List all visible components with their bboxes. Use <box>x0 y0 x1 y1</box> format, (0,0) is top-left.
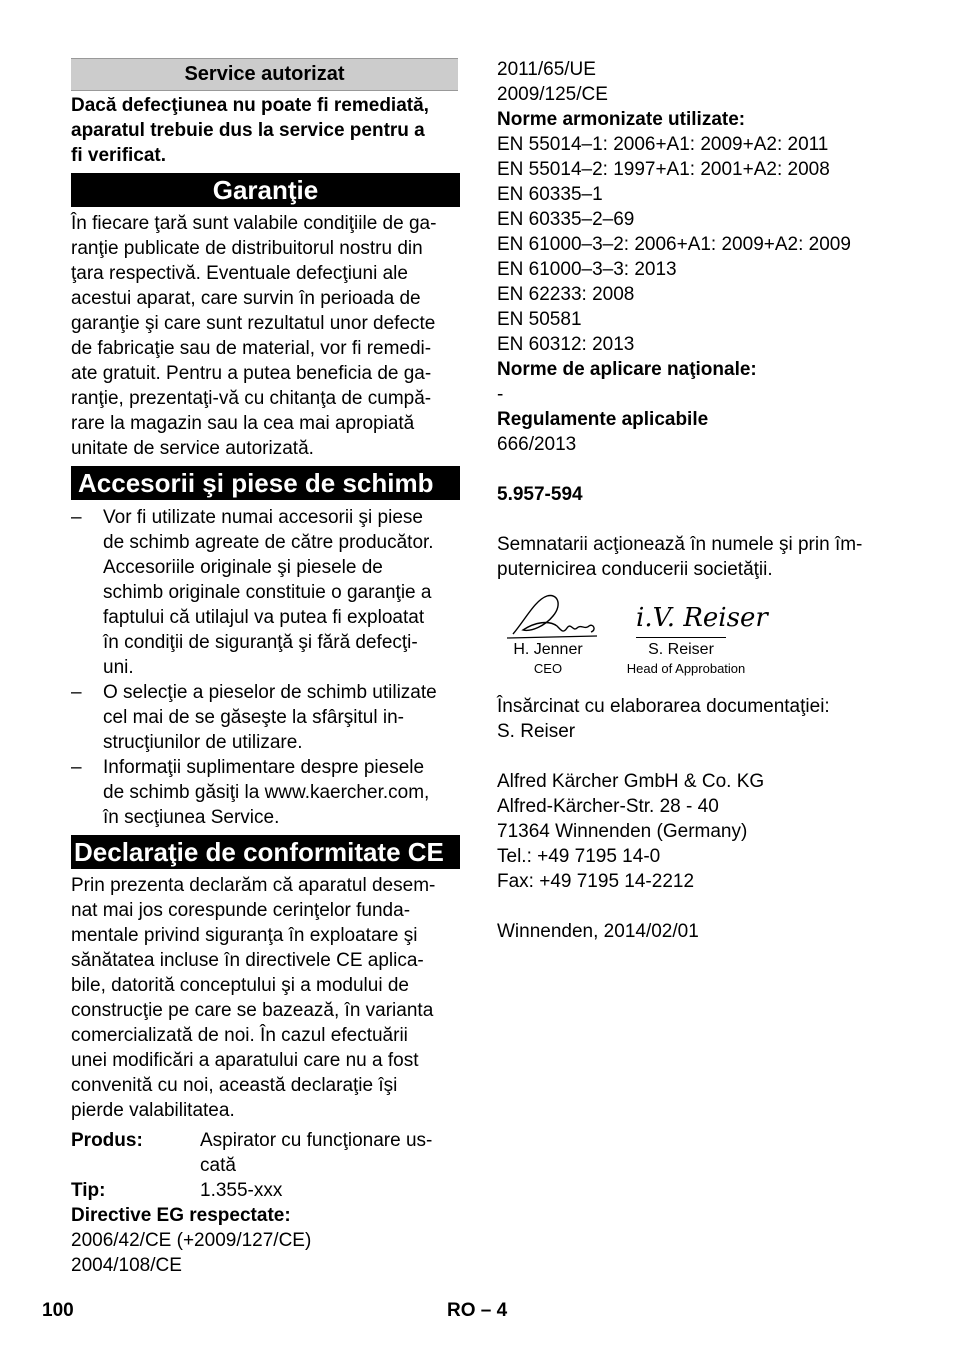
norms-label: Norme armonizate utilizate: <box>497 109 746 130</box>
national-value: - <box>497 384 504 405</box>
norm-item: EN 61000–3–2: 2006+A1: 2009+A2: 2009 <box>497 234 851 255</box>
ce-line: pierde valabilitatea. <box>71 1100 235 1121</box>
ce-line: mentale privind siguranţa în exploatare şi <box>71 925 418 946</box>
type-label: Tip: <box>71 1180 106 1201</box>
signature-jenner <box>505 590 600 642</box>
ce-line: sănătatea incluse în directivele CE aplica- <box>71 950 424 971</box>
bullet-dash: – <box>71 682 82 703</box>
signer1-name: H. Jenner <box>513 641 583 658</box>
service-line-3: fi verificat. <box>71 145 167 166</box>
doc-number: 5.957-594 <box>497 484 583 505</box>
norm-item: EN 55014–1: 2006+A1: 2009+A2: 2011 <box>497 134 829 155</box>
accessory-item-line: strucţiunilor de utilizare. <box>103 732 303 753</box>
product-value-line-2: cată <box>200 1155 236 1176</box>
bullet-dash: – <box>71 507 82 528</box>
accessory-item-line: Informaţii suplimentare despre piesele <box>103 757 425 778</box>
national-label: Norme de aplicare naţionale: <box>497 359 757 380</box>
service-line-1: Dacă defecţiunea nu poate fi remediată, <box>71 95 429 116</box>
product-value-line-1: Aspirator cu funcţionare us- <box>200 1130 433 1151</box>
service-line-2: aparatul trebuie dus la service pentru a <box>71 120 425 141</box>
regulations-label: Regulamente aplicabile <box>497 409 709 430</box>
directive-3: 2011/65/UE <box>497 59 596 80</box>
signature-line-reiser <box>636 637 726 638</box>
warranty-line: ate gratuit. Pentru a putea beneficia de ga- <box>71 363 432 384</box>
directive-4: 2009/125/CE <box>497 84 608 105</box>
norm-item: EN 55014–2: 1997+A1: 2001+A2: 2008 <box>497 159 830 180</box>
ce-line: unei modificări a aparatului care nu a fost <box>71 1050 419 1071</box>
directives-label: Directive EG respectate: <box>71 1205 291 1226</box>
signature-reiser: i.V. Reiser <box>636 603 768 633</box>
warranty-line: În fiecare ţară sunt valabile condiţiile de ga- <box>71 213 437 234</box>
signer2-role: Head of Approbation <box>626 661 746 676</box>
warranty-line: ranţie, prezentaţi-vă cu chitanţa de cumpă- <box>71 388 432 409</box>
accessory-item-line: de schimb găsiţi la www.kaercher.com, <box>103 782 430 803</box>
norm-item: EN 62233: 2008 <box>497 284 635 305</box>
ce-line: comercializată de noi. În cazul efectuării <box>71 1025 408 1046</box>
warranty-line: de fabricaţie sau de material, vor fi remedi- <box>71 338 432 359</box>
accessory-item-line: de schimb agreate de către producător. <box>103 532 434 553</box>
bullet-dash: – <box>71 757 82 778</box>
accessory-item-line: Accesoriile originale şi piesele de <box>103 557 383 578</box>
directive-1: 2006/42/CE (+2009/127/CE) <box>71 1230 312 1251</box>
service-heading: Service autorizat <box>71 58 458 91</box>
norm-item: EN 61000–3–3: 2013 <box>497 259 677 280</box>
place-date: Winnenden, 2014/02/01 <box>497 921 699 942</box>
accessory-item-line: schimb originale constituie o garanţie a <box>103 582 432 603</box>
warranty-line: unitate de service autorizată. <box>71 438 314 459</box>
address-line: Alfred Kärcher GmbH & Co. KG <box>497 771 765 792</box>
warranty-line: acestui aparat, care survin în perioada de <box>71 288 421 309</box>
ce-heading: Declaraţie de conformitate CE <box>71 835 460 869</box>
norm-item: EN 60335–2–69 <box>497 209 635 230</box>
accessory-item-line: uni. <box>103 657 134 678</box>
ce-line: convenită cu noi, această declaraţie îşi <box>71 1075 398 1096</box>
directive-2: 2004/108/CE <box>71 1255 182 1276</box>
accessory-item-line: O selecţie a pieselor de schimb utilizate <box>103 682 437 703</box>
address-line: Fax: +49 7195 14-2212 <box>497 871 695 892</box>
norm-item: EN 60312: 2013 <box>497 334 635 355</box>
ce-line: construcţie pe care se bazează, în varianta <box>71 1000 434 1021</box>
address-line: Alfred-Kärcher-Str. 28 - 40 <box>497 796 719 817</box>
ce-line: nat mai jos corespunde cerinţelor funda- <box>71 900 411 921</box>
warranty-line: ranţie publicate de distribuitorul nostru din <box>71 238 423 259</box>
documentation-label: Însărcinat cu elaborarea documentaţiei: <box>497 696 830 717</box>
regulations-value: 666/2013 <box>497 434 577 455</box>
type-value: 1.355-xxx <box>200 1180 283 1201</box>
ce-line: Prin prezenta declarăm că aparatul desem- <box>71 875 436 896</box>
page-number: 100 <box>42 1300 74 1321</box>
accessory-item-line: în secţiunea Service. <box>103 807 280 828</box>
address-line: Tel.: +49 7195 14-0 <box>497 846 661 867</box>
accessories-heading: Accesorii şi piese de schimb <box>71 466 460 500</box>
accessory-item-line: în condiţii de siguranţă şi fără defecţi- <box>103 632 418 653</box>
warranty-line: rare la magazin sau la cea mai apropiată <box>71 413 415 434</box>
accessory-item-line: faptului că utilajul va putea fi exploatat <box>103 607 425 628</box>
signatories-line-1: Semnatarii acţionează în numele şi prin îm- <box>497 534 863 555</box>
signatories-line-2: puternicirea conducerii societăţii. <box>497 559 773 580</box>
norm-item: EN 60335–1 <box>497 184 603 205</box>
section-label: RO – 4 <box>447 1300 508 1321</box>
accessory-item-line: Vor fi utilizate numai accesorii şi piese <box>103 507 423 528</box>
warranty-line: ţara respectivă. Eventuale defecţiuni ale <box>71 263 408 284</box>
signer2-name: S. Reiser <box>648 641 714 658</box>
signer1-role: CEO <box>533 661 563 676</box>
product-label: Produs: <box>71 1130 143 1151</box>
warranty-heading: Garanţie <box>71 173 460 207</box>
warranty-line: garanţie şi care sunt rezultatul unor defecte <box>71 313 436 334</box>
norm-item: EN 50581 <box>497 309 582 330</box>
documentation-person: S. Reiser <box>497 721 576 742</box>
ce-line: bile, datorită conceptului şi a modului de <box>71 975 409 996</box>
address-line: 71364 Winnenden (Germany) <box>497 821 748 842</box>
accessory-item-line: cel mai de se găseşte la sfârşitul in- <box>103 707 404 728</box>
